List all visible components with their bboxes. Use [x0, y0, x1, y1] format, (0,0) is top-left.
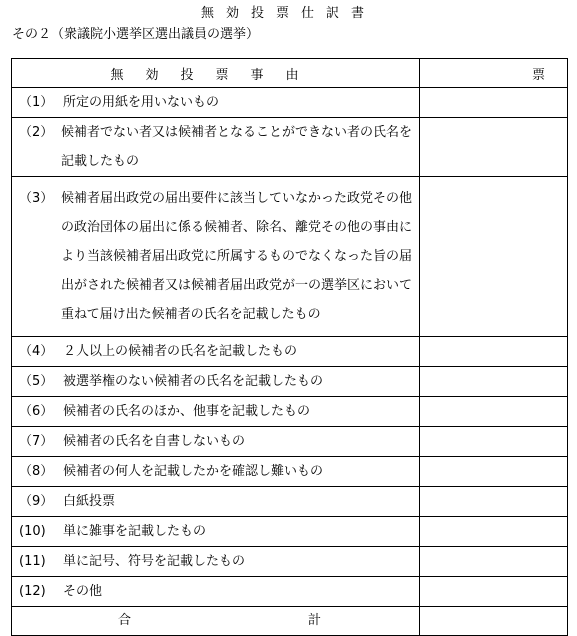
- reason-content: [12, 457, 419, 486]
- table-row: [12, 177, 568, 337]
- votes-input-cell[interactable]: [420, 547, 568, 577]
- reason-text: 候補者届出政党の届出要件に該当していなかった政党その他の政治団体の届出に係る候補者、除名、離党その他の事由により当該候補者届出政党に所属するものでなくなった旨の届出がされた候補者又は候補者届出政党が一の選挙区において重ねて届け出た候補者の氏名を記載したもの: [61, 191, 413, 322]
- reason-cell: [12, 457, 420, 487]
- reason-cell: [12, 337, 420, 367]
- votes-input-cell[interactable]: [420, 177, 568, 337]
- reason-content: [12, 367, 419, 396]
- votes-input-cell[interactable]: [420, 427, 568, 457]
- table-row: [12, 427, 568, 457]
- document-title: 無効投票仕訳書: [200, 6, 376, 21]
- votes-input-cell[interactable]: [420, 577, 568, 607]
- table-row: [12, 487, 568, 517]
- reason-text: 候補者の何人を記載したかを確認し難いもの: [63, 464, 324, 479]
- reason-number: （2）: [19, 125, 54, 140]
- reason-number: （7）: [19, 434, 54, 449]
- reason-number: （9）: [19, 494, 54, 509]
- reason-content: [12, 118, 419, 176]
- votes-input-cell[interactable]: [420, 487, 568, 517]
- reason-cell: [12, 517, 420, 547]
- reason-text: 白紙投票: [63, 494, 116, 509]
- table-row: [12, 367, 568, 397]
- reason-text: その他: [63, 584, 103, 599]
- reason-content: [12, 487, 419, 516]
- reason-cell: [12, 577, 420, 607]
- invalid-vote-table: [11, 58, 568, 636]
- reason-number: （4）: [19, 344, 54, 359]
- reason-text: 所定の用紙を用いないもの: [63, 95, 220, 110]
- reason-cell: [12, 118, 420, 177]
- reason-content: [12, 427, 419, 456]
- reason-number: (11): [19, 554, 46, 569]
- reason-cell: [12, 427, 420, 457]
- votes-input-cell[interactable]: [420, 88, 568, 118]
- votes-input-cell[interactable]: [420, 367, 568, 397]
- reason-content: [12, 547, 419, 576]
- reason-cell: [12, 88, 420, 118]
- reason-content: [12, 184, 419, 329]
- reason-cell: [12, 397, 420, 427]
- total-label-second: 計: [308, 613, 322, 628]
- votes-input-cell[interactable]: [420, 517, 568, 547]
- table-row: [12, 547, 568, 577]
- total-label-first: 合: [118, 613, 132, 628]
- reason-content: [12, 577, 419, 606]
- votes-input-cell[interactable]: [420, 337, 568, 367]
- total-label-cell: [12, 607, 420, 636]
- reason-content: [12, 397, 419, 426]
- table-row: [12, 337, 568, 367]
- reason-text: 単に雑事を記載したもの: [63, 524, 207, 539]
- reason-text: 被選挙権のない候補者の氏名を記載したもの: [63, 374, 324, 389]
- reason-number: （1）: [19, 95, 54, 110]
- reason-text: 候補者の氏名を自書しないもの: [63, 434, 246, 449]
- table-row: [12, 517, 568, 547]
- reason-content: [12, 88, 419, 117]
- votes-input-cell[interactable]: [420, 457, 568, 487]
- reason-content: [12, 517, 419, 546]
- total-votes-cell[interactable]: [420, 607, 568, 636]
- table-row: [12, 397, 568, 427]
- table-row: [12, 577, 568, 607]
- reason-cell: [12, 367, 420, 397]
- votes-input-cell[interactable]: [420, 118, 568, 177]
- reason-text: 単に記号、符号を記載したもの: [63, 554, 246, 569]
- table-row: [12, 118, 568, 177]
- table-row: [12, 88, 568, 118]
- reason-number: （6）: [19, 404, 54, 419]
- reason-text: 候補者でない者又は候補者となることができない者の氏名を記載したもの: [61, 125, 413, 169]
- reason-number: (12): [19, 584, 46, 599]
- header-votes: 票: [420, 59, 568, 88]
- reason-number: （5）: [19, 374, 54, 389]
- reason-number: (10): [19, 524, 46, 539]
- reason-cell: [12, 487, 420, 517]
- votes-input-cell[interactable]: [420, 397, 568, 427]
- table-row: [12, 457, 568, 487]
- reason-cell: [12, 547, 420, 577]
- reason-number: （8）: [19, 464, 54, 479]
- document-subtitle: その２（衆議院小選挙区選出議員の選挙）: [12, 27, 260, 42]
- total-row: [12, 607, 568, 636]
- header-reason: 無効投票事由: [12, 59, 420, 88]
- reason-text: 候補者の氏名のほか、他事を記載したもの: [63, 404, 311, 419]
- reason-number: （3）: [19, 191, 54, 206]
- header-row: [12, 59, 568, 88]
- reason-text: ２人以上の候補者の氏名を記載したもの: [63, 344, 298, 359]
- reason-content: [12, 337, 419, 366]
- reason-cell: [12, 177, 420, 337]
